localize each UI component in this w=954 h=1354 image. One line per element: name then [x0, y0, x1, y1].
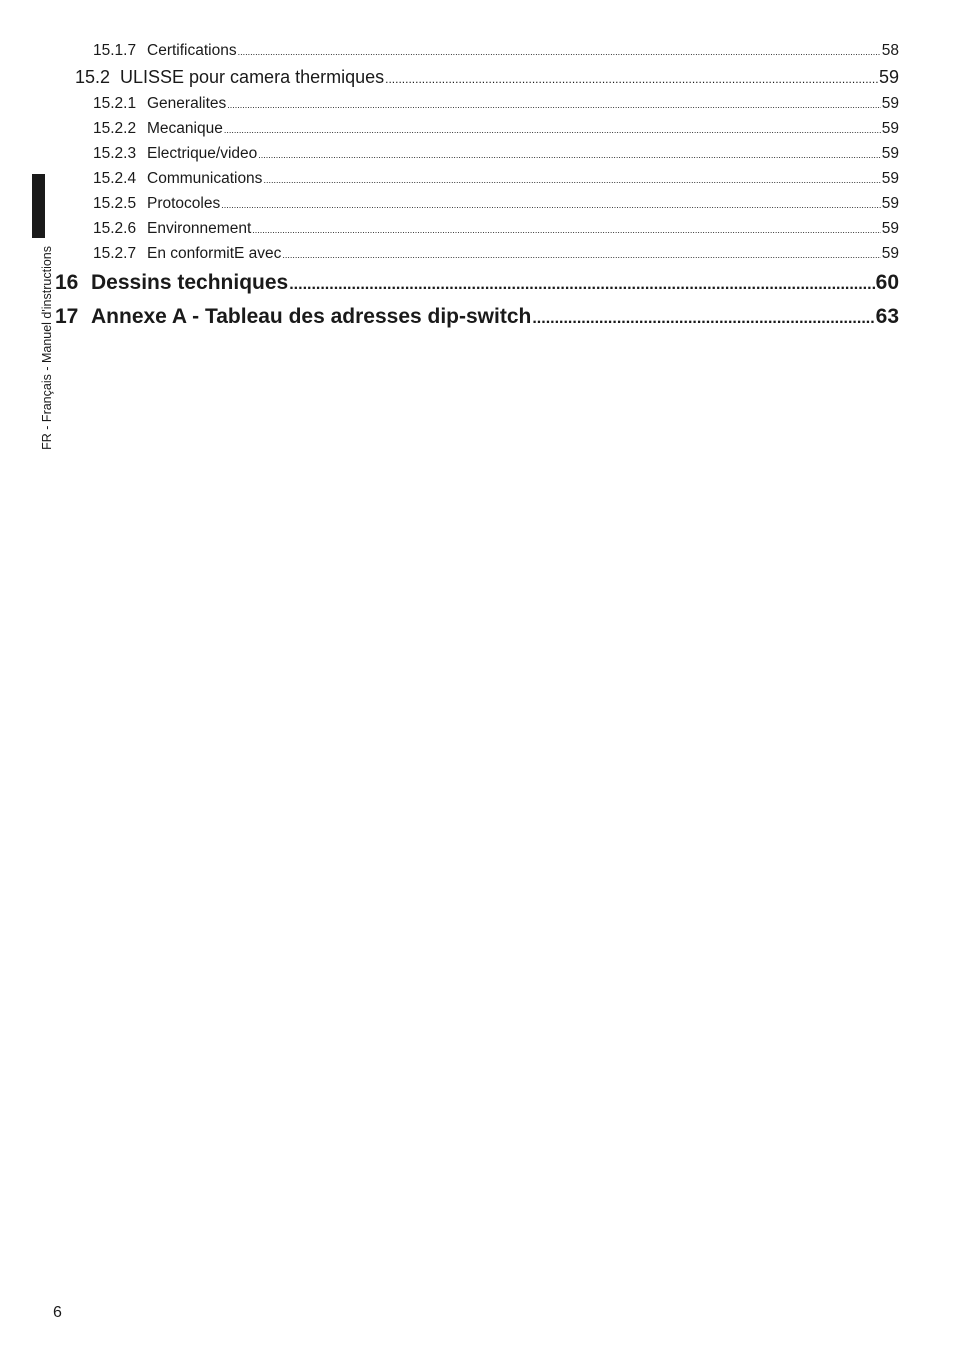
toc-leader-dots [263, 175, 880, 185]
toc-entry-title: Dessins techniques [91, 271, 289, 294]
toc-leader-dots [221, 200, 881, 210]
toc-entry-number: 15.2.4 [93, 170, 137, 187]
toc-entry-page: 58 [881, 42, 899, 59]
toc-leader-dots [289, 276, 874, 294]
toc-entry-15-2-7[interactable] [93, 245, 899, 263]
toc-entry-15-2-6[interactable] [93, 220, 899, 238]
toc-entry-page: 60 [875, 271, 899, 294]
toc-entry-number: 15.2.2 [93, 120, 137, 137]
toc-entry-title: Electrique/video [147, 145, 258, 162]
toc-entry-number: 15.2.6 [93, 220, 137, 237]
toc-entry-page: 59 [881, 220, 899, 237]
toc-entry-title: Protocoles [147, 195, 221, 212]
toc-leader-dots [238, 47, 881, 57]
toc-entry-15-1-7[interactable] [93, 42, 899, 60]
toc-entry-16[interactable] [55, 271, 899, 295]
toc-entry-page: 59 [881, 245, 899, 262]
toc-leader-dots [224, 125, 881, 135]
toc-entry-page: 59 [881, 145, 899, 162]
toc-entry-page: 63 [875, 305, 899, 328]
toc-leader-dots [532, 310, 874, 328]
toc-entry-number: 15.2.5 [93, 195, 137, 212]
toc-leader-dots [258, 150, 880, 160]
toc-entry-number: 15.2.3 [93, 145, 137, 162]
toc-entry-title: Certifications [147, 42, 237, 59]
side-language-label: FR - Français - Manuel d'instructions [40, 246, 54, 450]
toc-entry-page: 59 [881, 170, 899, 187]
toc-entry-title: En conformitE avec [147, 245, 282, 262]
toc-entry-15-2-2[interactable] [93, 120, 899, 138]
toc-leader-dots [252, 225, 880, 235]
toc-entry-title: Mecanique [147, 120, 223, 137]
toc-entry-number: 15.2.1 [93, 95, 137, 112]
toc-entry-15-2-3[interactable] [93, 145, 899, 163]
page-number: 6 [53, 1304, 62, 1321]
toc-entry-page: 59 [881, 95, 899, 112]
side-tab-marker [32, 174, 45, 238]
toc-entry-15-2-5[interactable] [93, 195, 899, 213]
toc-entry-17[interactable] [55, 305, 899, 329]
toc-leader-dots [282, 250, 880, 260]
toc-entry-15-2[interactable] [75, 67, 899, 88]
toc-entry-title: Environnement [147, 220, 252, 237]
toc-entry-number: 15.2 [75, 67, 111, 87]
toc-entry-15-2-1[interactable] [93, 95, 899, 113]
toc-entry-number: 15.1.7 [93, 42, 137, 59]
toc-leader-dots [227, 100, 880, 110]
toc-entry-page: 59 [881, 195, 899, 212]
toc-leader-dots [385, 72, 878, 86]
toc-entry-15-2-4[interactable] [93, 170, 899, 188]
toc-entry-number: 17 [55, 305, 79, 328]
toc-entry-title: Generalites [147, 95, 227, 112]
toc-entry-title: Annexe A - Tableau des adresses dip-switch [91, 305, 532, 328]
toc-entry-page: 59 [881, 120, 899, 137]
toc-entry-title: ULISSE pour camera thermiques [120, 67, 385, 87]
toc-entry-title: Communications [147, 170, 263, 187]
toc-entry-number: 16 [55, 271, 79, 294]
toc-entry-page: 59 [878, 67, 899, 87]
toc-entry-number: 15.2.7 [93, 245, 137, 262]
